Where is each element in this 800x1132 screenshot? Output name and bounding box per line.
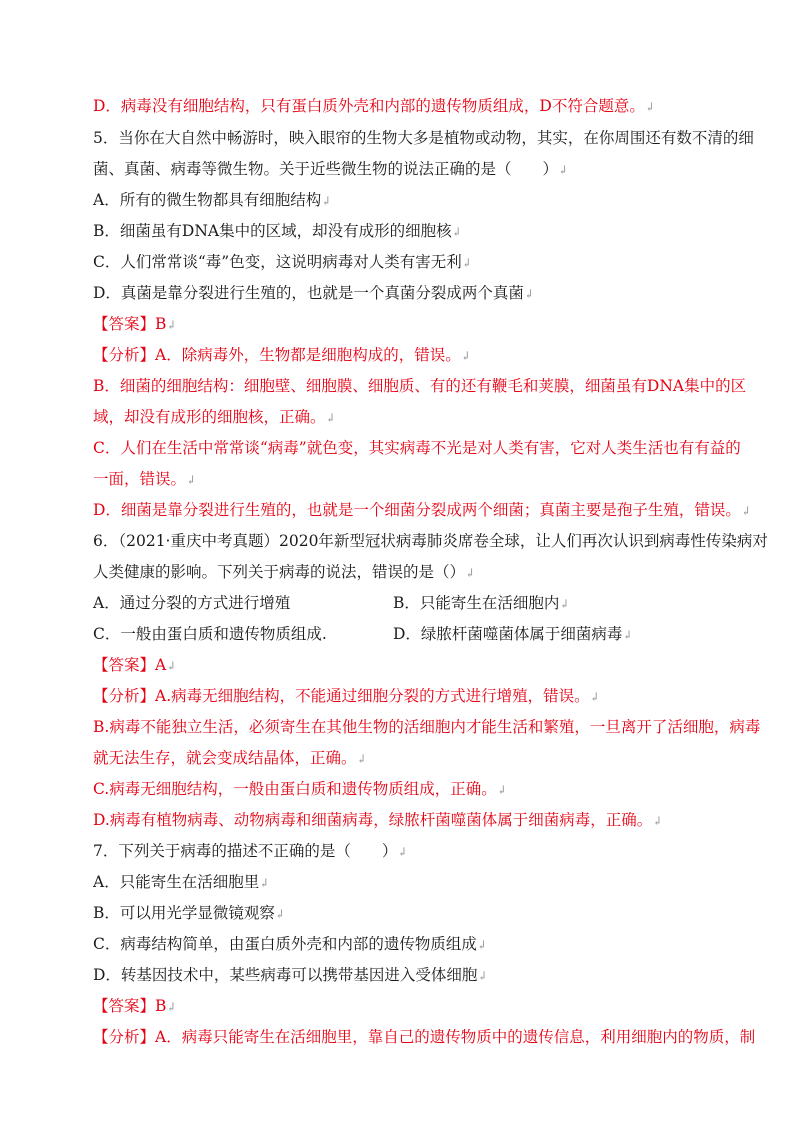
question-5-analysis-a: 【分析】A．除病毒外，生物都是细胞构成的，错误。↲ [93, 346, 471, 364]
question-6-line-1: 6．（2021·重庆中考真题）2020年新型冠状病毒肺炎席卷全球，让人们再次认识到病毒性传染病对 [93, 532, 768, 550]
question-7-analysis-a: 【分析】A．病毒只能寄生在活细胞里，靠自己的遗传物质中的遗传信息，利用细胞内的物质，制 [93, 1028, 756, 1046]
question-5-option-a: A．所有的微生物都具有细胞结构↲ [93, 191, 332, 209]
question-5-analysis-c-2: 一面，错误。↲ [93, 470, 197, 488]
question-5-analysis-d: D．细菌是靠分裂进行生殖的，也就是一个细菌分裂成两个细菌；真菌主要是孢子生殖，错误。↲ [93, 501, 751, 519]
question-6-options-ab [93, 593, 713, 614]
question-7-option-c: C．病毒结构简单，由蛋白质外壳和内部的遗传物质组成↲ [93, 935, 487, 953]
question-6-option-d: D．绿脓杆菌噬菌体属于细菌病毒↲ [393, 625, 633, 643]
question-6-option-a: A．通过分裂的方式进行增殖 [93, 594, 291, 612]
question-7-option-b: B．可以用光学显微镜观察↲ [93, 904, 285, 922]
answer-d-q4: D．病毒没有细胞结构，只有蛋白质外壳和内部的遗传物质组成，D不符合题意。↲ [93, 97, 655, 115]
question-5-option-c: C．人们常常谈“毒”色变，这说明病毒对人类有害无利↲ [93, 253, 472, 271]
question-5-analysis-b-1: B．细菌的细胞结构：细胞壁、细胞膜、细胞质、有的还有鞭毛和荚膜，细菌虽有DNA集中的区 [93, 377, 747, 395]
question-5-line-1: 5．当你在大自然中畅游时，映入眼帘的生物大多是植物或动物，其实，在你周围还有数不清的细 [93, 129, 754, 147]
question-6-analysis-a: 【分析】A.病毒无细胞结构，不能通过细胞分裂的方式进行增殖，错误。↲ [93, 687, 600, 705]
question-5-line-2: 菌、真菌、病毒等微生物。关于近些微生物的说法正确的是（ ）↲ [93, 160, 569, 178]
question-5-answer: 【答案】B↲ [93, 315, 177, 333]
question-7-stem: 7．下列关于病毒的描述不正确的是（ ）↲ [93, 842, 408, 860]
question-6-answer: 【答案】A↲ [93, 656, 177, 674]
question-5-analysis-c-1: C．人们在生活中常常谈“病毒”就色变，其实病毒不光是对人类有害，它对人类生活也有有益的 [93, 439, 741, 457]
question-6-analysis-b-1: B.病毒不能独立生活，必须寄生在其他生物的活细胞内才能生活和繁殖，一旦离开了活细胞，病毒 [93, 718, 761, 736]
question-6-options-cd [93, 624, 713, 645]
question-5-option-d: D．真菌是靠分裂进行生殖的，也就是一个真菌分裂成两个真菌↲ [93, 284, 534, 302]
question-5-option-b: B．细菌虽有DNA集中的区域，却没有成形的细胞核↲ [93, 222, 462, 240]
question-6-analysis-d: D.病毒有植物病毒、动物病毒和细菌病毒，绿脓杆菌噬菌体属于细菌病毒，正确。↲ [93, 811, 663, 829]
question-5-analysis-b-2: 域，却没有成形的细胞核，正确。↲ [93, 408, 336, 426]
question-7-option-a: A．只能寄生在活细胞里↲ [93, 873, 270, 891]
question-6-analysis-b-2: 就无法生存，就会变成结晶体，正确。↲ [93, 749, 367, 767]
question-7-answer: 【答案】B↲ [93, 997, 177, 1015]
question-6-option-c: C．一般由蛋白质和遗传物质组成. [93, 625, 327, 643]
question-6-line-2: 人类健康的影响。下列关于病毒的说法，错误的是（）↲ [93, 563, 476, 581]
question-7-option-d: D．转基因技术中，某些病毒可以携带基因进入受体细胞↲ [93, 966, 488, 984]
question-6-analysis-c: C.病毒无细胞结构，一般由蛋白质和遗传物质组成，正确。↲ [93, 780, 507, 798]
question-6-option-b: B．只能寄生在活细胞内↲ [393, 594, 570, 612]
